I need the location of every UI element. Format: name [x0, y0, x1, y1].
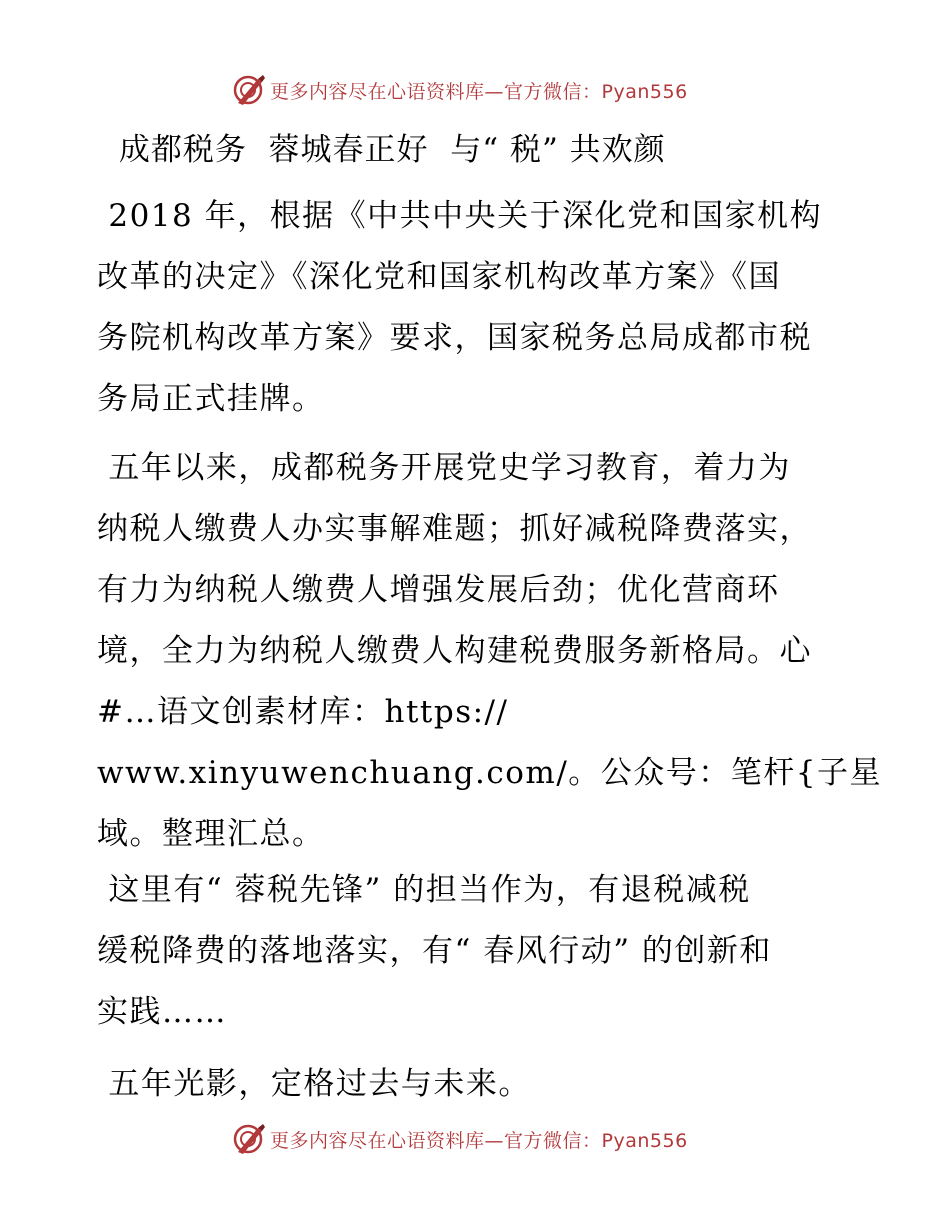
pen-logo-icon [232, 73, 266, 107]
text-line: 有力为纳税人缴费人增强发展后劲；优化营商环 [97, 572, 780, 608]
watermark-text: 更多内容尽在心语资料库—官方微信：Pyan556 [270, 80, 688, 103]
text-line: #…语文创素材库：https:// [97, 694, 509, 730]
pen-logo-icon [232, 1122, 266, 1156]
paragraph-1 [97, 192, 857, 436]
text-line: 实践…… [97, 994, 227, 1030]
text-line: 缓税降费的落地落实，有“ 春风行动” 的创新和 [97, 933, 772, 969]
text-line: 务院机构改革方案》要求，国家税务总局成都市税 [97, 320, 812, 356]
text-line: 务局正式挂牌。 [97, 381, 325, 417]
text-line: 境，全力为纳税人缴费人构建税费服务新格局。心 [97, 633, 812, 669]
text-line: 这里有“ 蓉税先锋” 的担当作为，有退税减税 [97, 872, 751, 908]
watermark-banner-top [232, 70, 732, 110]
watermark-banner-bottom [232, 1119, 732, 1159]
text-line: 2018 年，根据《中共中央关于深化党和国家机构 [97, 198, 823, 234]
paragraph-4 [97, 1060, 857, 1121]
document-title: 成都税务 蓉城春正好 与“ 税” 共欢颜 [108, 132, 666, 168]
text-line: 五年以来，成都税务开展党史学习教育，着力为 [97, 450, 791, 486]
text-line: www.xinyuwenchuang.com/。公众号：笔杆{子星 [97, 755, 882, 791]
paragraph-2 [97, 444, 882, 871]
text-line: 域。整理汇总。 [97, 816, 325, 852]
watermark-text: 更多内容尽在心语资料库—官方微信：Pyan556 [270, 1129, 688, 1152]
text-line: 改革的决定》《深化党和国家机构改革方案》《国 [97, 259, 781, 295]
paragraph-3 [97, 866, 857, 1049]
text-line: 纳税人缴费人办实事解难题；抓好减税降费落实， [97, 511, 812, 547]
text-line: 五年光影，定格过去与未来。 [97, 1066, 531, 1102]
